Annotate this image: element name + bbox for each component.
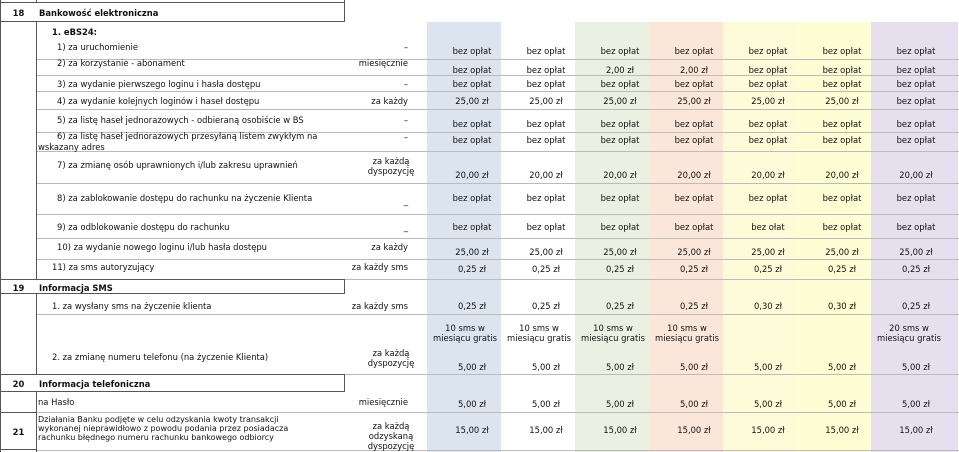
row-value-t1-6: 5,00 zł [827,399,857,409]
row-value-t1-2: 5,00 zł [531,399,561,409]
row-value-s2-2: 5,00 zł [531,362,561,372]
row-description-r9: 9) za odblokowanie dostępu do rachunku [57,222,230,232]
row-value-r4-1: 25,00 zł [455,96,489,106]
row-value-s2-3: 5,00 zł [605,362,635,372]
row-value-d1-6: 15,00 zł [825,425,859,435]
row-value-r4-2: 25,00 zł [529,96,563,106]
row-value-r8-6: bez opłat [822,193,862,203]
row-value-r7-1: 20,00 zł [455,170,489,180]
row-value-r3-3: bez opłat [600,79,640,89]
row-value-s1-7: 0,25 zł [901,301,931,311]
row-frequency-r6: – [403,132,408,142]
row-frequency-s2: za każdą dyspozycję [367,348,415,368]
row-value-r6-4: bez opłat [674,135,714,145]
row-description-r4: 4) za wydanie kolejnych loginów i haseł dostępu [57,96,260,106]
row-separator-t1 [37,412,959,413]
row-value-d1-2: 15,00 zł [529,425,563,435]
row-value-r9-6: bez opłat [822,222,862,232]
row-description-r6: 6) za listę haseł jednorazowych przesyłaną listem zwykłym na wskazany adres [38,131,318,152]
row-value-r11-6: 0,25 zł [827,264,857,274]
row-value-t1-1: 5,00 zł [457,399,487,409]
row-value-r5-2: bez opłat [526,119,566,129]
row-value-r10-1: 25,00 zł [455,247,489,257]
row-value-r2-7: bez opłat [896,65,936,75]
row-value-r6-6: bez opłat [822,135,862,145]
row-value-r1-3: bez opłat [600,46,640,56]
row-frequency-r10: za każdy [371,242,408,252]
row-value-r3-2: bez opłat [526,79,566,89]
row-separator-r7 [37,183,959,184]
row-value-r10-3: 25,00 zł [603,247,637,257]
row-description-d1: Działania Banku podjęte w celu odzyskania kwoty transakcji wykonanej nieprawidłowo z powodu podania przez posiadacza rachunku błędnego numeru rachunku bankowego odbiorcy [38,415,289,442]
row-value-r2-6: bez opłat [822,65,862,75]
row-value-t1-3: 5,00 zł [605,399,635,409]
row-value-r5-7: bez opłat [896,119,936,129]
row-separator-r8 [37,214,959,215]
row-value-r7-7: 20,00 zł [899,170,933,180]
row-frequency-r4: za każdy [371,96,408,106]
row-value-t1-4: 5,00 zł [679,399,709,409]
row-note-s2-4: 10 sms w miesiącu gratis [655,323,719,343]
row-value-d1-7: 15,00 zł [899,425,933,435]
row-value-r10-4: 25,00 zł [677,247,711,257]
row-note-s2-2: 10 sms w miesiącu gratis [507,323,571,343]
row-value-s2-4: 5,00 zł [679,362,709,372]
row-value-r2-3: 2,00 zł [605,65,635,75]
row-note-s2-7: 20 sms w miesiącu gratis [877,323,941,343]
row-value-r10-6: 25,00 zł [825,247,859,257]
row-value-r2-2: bez opłat [526,65,566,75]
row-value-r8-7: bez opłat [896,193,936,203]
row-frequency-r8: _ [403,196,408,206]
section-number-s18: 18 [0,2,37,22]
row-description-r8: 8) za zablokowanie dostępu do rachunku na życzenie Klienta [57,193,313,203]
row-frequency-r11: za każdy sms [351,262,408,272]
row-value-r11-2: 0,25 zł [531,264,561,274]
row-note-s2-6 [799,323,871,345]
row-description-r5: 5) za listę haseł jednorazowych - odbieraną osobiście w BS [57,115,304,125]
row-frequency-t1: miesięcznie [358,397,408,407]
row-value-t1-5: 5,00 zł [753,399,783,409]
section-number-s19: 19 [0,279,37,294]
row-note-s2-3: 10 sms w miesiącu gratis [581,323,645,343]
row-value-r9-4: bez opłat [674,222,714,232]
row-description-r3: 3) za wydanie pierwszego loginu i hasła dostępu [57,79,261,89]
row-note-s2-5 [725,323,797,345]
row-value-r1-4: bez opłat [674,46,714,56]
row-value-r4-7: bez opłat [896,96,936,106]
row-value-r6-7: bez opłat [896,135,936,145]
section-title-s20: Informacja telefoniczna [36,374,345,392]
row-frequency-r1: – [403,42,408,52]
row-description-r7: 7) za zmianę osób uprawnionych i/lub zakresu uprawnień [57,160,298,170]
row-value-r2-4: 2,00 zł [679,65,709,75]
row-value-s2-6: 5,00 zł [827,362,857,372]
row-value-r1-7: bez opłat [896,46,936,56]
row-note-s2-1: 10 sms w miesiącu gratis [433,323,497,343]
row-value-s2-5: 5,00 zł [753,362,783,372]
row-value-r9-7: bez opłat [896,222,936,232]
row-value-r6-3: bez opłat [600,135,640,145]
row-description-t1: na Hasło [38,397,75,407]
row-value-r8-1: bez opłat [452,193,492,203]
row-frequency-r7: za każdą dyspozycję [367,156,415,176]
row-value-r4-6: 25,00 zł [825,96,859,106]
row-value-r11-7: 0,25 zł [901,264,931,274]
row-value-r5-5: bez opłat [748,119,788,129]
row-value-r10-7: 25,00 zł [899,247,933,257]
row-separator-r3 [37,91,959,92]
row-value-r3-1: bez opłat [452,79,492,89]
row-value-r8-4: bez opłat [674,193,714,203]
row-value-s2-7: 5,00 zł [901,362,931,372]
ebs24-heading: 1. eBS24: [52,27,98,37]
row-value-r5-3: bez opłat [600,119,640,129]
row-description-s2: 2. za zmianę numeru telefonu (na życzenie Klienta) [52,352,269,362]
row-value-r7-5: 20,00 zł [751,170,785,180]
row-description-r1: 1) za uruchomienie [57,42,138,52]
row-frequency-r3: – [403,79,408,89]
row-value-t1-7: 5,00 zł [901,399,931,409]
row-value-r9-1: bez opłat [452,222,492,232]
section-number-s21: 21 [0,412,37,450]
row-frequency-d1: za każdą odzyskaną dyspozycję [367,421,415,451]
row-value-r5-1: bez opłat [452,119,492,129]
row-value-r6-2: bez opłat [526,135,566,145]
row-value-r1-1: bez opłat [452,46,492,56]
row-value-r6-1: bez opłat [452,135,492,145]
row-value-r8-5: bez opłat [748,193,788,203]
row-frequency-s1: za każdy sms [351,301,408,311]
row-value-r4-4: 25,00 zł [677,96,711,106]
row-frequency-r2: miesięcznie [358,58,408,68]
row-value-r1-6: bez opłat [822,46,862,56]
row-value-s1-6: 0,30 zł [827,301,857,311]
row-separator-d1 [37,450,959,451]
row-separator-r10 [37,259,959,260]
row-value-r7-2: 20,00 zł [529,170,563,180]
row-separator-r4 [37,109,959,110]
row-value-r1-2: bez opłat [526,46,566,56]
row-value-d1-5: 15,00 zł [751,425,785,435]
row-value-s1-4: 0,25 zł [679,301,709,311]
row-value-r8-3: bez opłat [600,193,640,203]
row-value-r8-2: bez opłat [526,193,566,203]
section-title-s19: Informacja SMS [36,279,345,294]
section-number-s20: 20 [0,374,37,392]
row-value-r3-7: bez opłat [896,79,936,89]
row-value-r9-3: bez opłat [600,222,640,232]
row-value-s1-2: 0,25 zł [531,301,561,311]
row-value-r10-5: 25,00 zł [751,247,785,257]
row-description-s1: 1. za wysłany sms na życzenie klienta [52,301,212,311]
row-separator-r9 [37,238,959,239]
row-value-r1-5: bez opłat [748,46,788,56]
row-description-r2: 2) za korzystanie - abonament [57,58,185,68]
row-value-r4-3: 25,00 zł [603,96,637,106]
row-separator-s1 [37,314,959,315]
row-value-d1-4: 15,00 zł [677,425,711,435]
row-value-d1-1: 15,00 zł [455,425,489,435]
row-value-r3-6: bez opłat [822,79,862,89]
row-description-r11: 11) za sms autoryzujący [52,262,155,272]
row-value-r7-3: 20,00 zł [603,170,637,180]
row-value-r11-1: 0,25 zł [457,264,487,274]
row-value-r5-4: bez opłat [674,119,714,129]
row-value-d1-3: 15,00 zł [603,425,637,435]
row-value-r4-5: 25,00 zł [751,96,785,106]
row-value-r2-1: bez opłat [452,65,492,75]
row-value-r7-4: 20,00 zł [677,170,711,180]
row-value-r11-4: 0,25 zł [679,264,709,274]
row-value-r6-5: bez opłat [748,135,788,145]
row-value-s1-3: 0,25 zł [605,301,635,311]
row-value-r2-5: bez opłat [748,65,788,75]
row-value-r9-2: bez opłat [526,222,566,232]
row-value-r3-4: bez opłat [674,79,714,89]
row-frequency-r9: _ [403,222,408,232]
row-description-r10: 10) za wydanie nowego loginu i/lub hasła dostępu [57,242,267,252]
row-value-r3-5: bez opłat [748,79,788,89]
row-frequency-r5: – [403,115,408,125]
row-value-r5-6: bez opłat [822,119,862,129]
row-value-s1-1: 0,25 zł [457,301,487,311]
row-value-s2-1: 5,00 zł [457,362,487,372]
row-value-r11-3: 0,25 zł [605,264,635,274]
row-value-s1-5: 0,30 zł [753,301,783,311]
row-value-r10-2: 25,00 zł [529,247,563,257]
row-value-r9-5: bez ołat [751,222,785,232]
row-value-r7-6: 20,00 zł [825,170,859,180]
row-value-r11-5: 0,25 zł [753,264,783,274]
section-title-s18: Bankowość elektroniczna [36,2,345,22]
